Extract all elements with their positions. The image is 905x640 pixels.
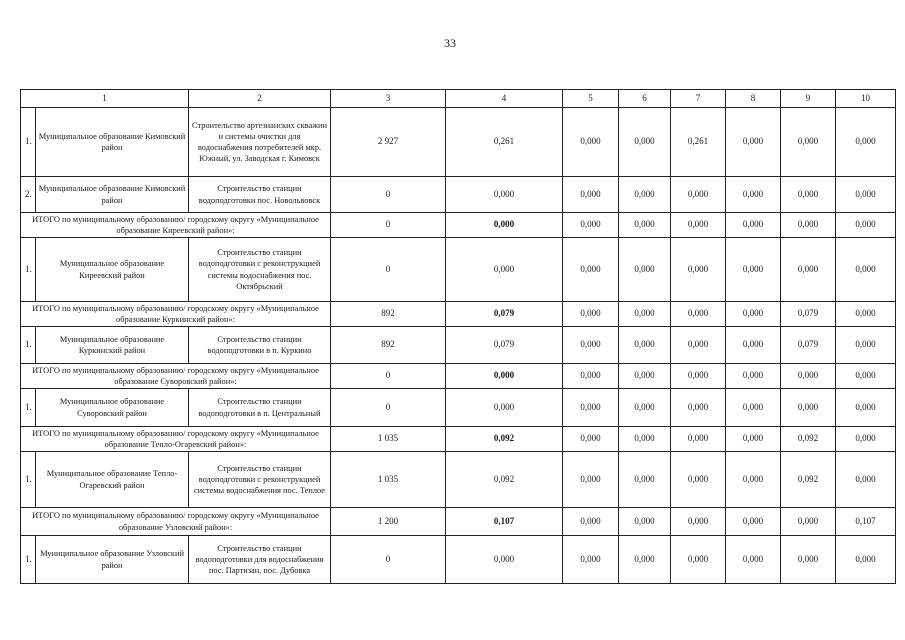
row-index: 1. xyxy=(21,238,36,302)
value-cell-9: 0,000 xyxy=(781,238,836,302)
value-cell-4: 0,079 xyxy=(446,327,563,364)
project-cell: Строительство станции водоподготовки пос. Новольвовск xyxy=(189,177,331,213)
table-row xyxy=(21,536,896,584)
value-cell-6: 0,000 xyxy=(619,108,671,177)
value-cell-6: 0,000 xyxy=(619,213,671,238)
value-cell-10: 0,000 xyxy=(836,108,896,177)
value-cell-7: 0,000 xyxy=(671,213,726,238)
value-cell-3: 2 927 xyxy=(331,108,446,177)
value-cell-4: 0,000 xyxy=(446,213,563,238)
value-cell-8: 0,000 xyxy=(726,238,781,302)
value-cell-10: 0,000 xyxy=(836,327,896,364)
row-index: 1. xyxy=(21,327,36,364)
value-cell-10: 0,000 xyxy=(836,213,896,238)
value-cell-7: 0,261 xyxy=(671,108,726,177)
header-cell: 8 xyxy=(726,90,781,108)
value-cell-4: 0,092 xyxy=(446,452,563,508)
value-cell-9: 0,000 xyxy=(781,108,836,177)
value-cell-5: 0,000 xyxy=(563,327,619,364)
value-cell-9: 0,079 xyxy=(781,327,836,364)
value-cell-9: 0,092 xyxy=(781,427,836,452)
value-cell-9: 0,000 xyxy=(781,364,836,389)
municipality-cell: Муниципальное образование Тепло-Огаревский район xyxy=(36,452,189,508)
value-cell-3: 0 xyxy=(331,536,446,584)
total-row xyxy=(21,364,896,389)
value-cell-5: 0,000 xyxy=(563,213,619,238)
row-index: 1. xyxy=(21,389,36,427)
value-cell-5: 0,000 xyxy=(563,508,619,536)
value-cell-5: 0,000 xyxy=(563,452,619,508)
header-cell: 9 xyxy=(781,90,836,108)
funding-table xyxy=(20,89,896,584)
table-row xyxy=(21,327,896,364)
value-cell-10: 0,000 xyxy=(836,302,896,327)
value-cell-3: 1 200 xyxy=(331,508,446,536)
value-cell-3: 892 xyxy=(331,327,446,364)
value-cell-7: 0,000 xyxy=(671,427,726,452)
value-cell-6: 0,000 xyxy=(619,327,671,364)
value-cell-5: 0,000 xyxy=(563,238,619,302)
header-cell: 3 xyxy=(331,90,446,108)
value-cell-3: 0 xyxy=(331,389,446,427)
value-cell-10: 0,000 xyxy=(836,238,896,302)
value-cell-8: 0,000 xyxy=(726,108,781,177)
municipality-cell: Муниципальное образование Киреевский район xyxy=(36,238,189,302)
value-cell-10: 0,000 xyxy=(836,177,896,213)
value-cell-9: 0,000 xyxy=(781,213,836,238)
value-cell-8: 0,000 xyxy=(726,536,781,584)
value-cell-7: 0,000 xyxy=(671,389,726,427)
project-cell: Строительство станции водоподготовки с реконструкцией системы водоснабжения пос. Октябрьский xyxy=(189,238,331,302)
total-row xyxy=(21,427,896,452)
total-row xyxy=(21,302,896,327)
value-cell-4: 0,000 xyxy=(446,536,563,584)
value-cell-4: 0,261 xyxy=(446,108,563,177)
value-cell-6: 0,000 xyxy=(619,389,671,427)
project-cell: Строительство артезианских скважин и системы очистки для водоснабжения потребителей мкр. Южный, ул. Заводская г. Кимовск xyxy=(189,108,331,177)
value-cell-3: 0 xyxy=(331,364,446,389)
value-cell-3: 892 xyxy=(331,302,446,327)
value-cell-5: 0,000 xyxy=(563,389,619,427)
total-label: ИТОГО по муниципальному образованию/ городскому округу «Муниципальное образование Куркинский район»: xyxy=(21,302,331,327)
total-label: ИТОГО по муниципальному образованию/ городскому округу «Муниципальное образование Узловский район»: xyxy=(21,508,331,536)
value-cell-6: 0,000 xyxy=(619,177,671,213)
value-cell-7: 0,000 xyxy=(671,452,726,508)
page-number: 33 xyxy=(444,36,456,50)
header-cell: 1 xyxy=(21,90,189,108)
value-cell-3: 1 035 xyxy=(331,452,446,508)
value-cell-3: 0 xyxy=(331,238,446,302)
row-index: 2. xyxy=(21,177,36,213)
value-cell-8: 0,000 xyxy=(726,452,781,508)
project-cell: Строительство станции водоподготовки в п. Центральный xyxy=(189,389,331,427)
municipality-cell: Муниципальное образование Суворовский район xyxy=(36,389,189,427)
value-cell-8: 0,000 xyxy=(726,177,781,213)
value-cell-8: 0,000 xyxy=(726,213,781,238)
table-row xyxy=(21,108,896,177)
total-label: ИТОГО по муниципальному образованию/ городскому округу «Муниципальное образование Киреевский район»: xyxy=(21,213,331,238)
project-cell: Строительство станции водоподготовки в п. Куркино xyxy=(189,327,331,364)
value-cell-7: 0,000 xyxy=(671,238,726,302)
value-cell-7: 0,000 xyxy=(671,177,726,213)
row-index: 1. xyxy=(21,108,36,177)
value-cell-5: 0,000 xyxy=(563,427,619,452)
value-cell-10: 0,000 xyxy=(836,536,896,584)
value-cell-7: 0,000 xyxy=(671,327,726,364)
value-cell-5: 0,000 xyxy=(563,364,619,389)
total-label: ИТОГО по муниципальному образованию/ городскому округу «Муниципальное образование Тепло-Огаревский район»: xyxy=(21,427,331,452)
value-cell-7: 0,000 xyxy=(671,302,726,327)
header-row xyxy=(21,90,896,108)
value-cell-10: 0,000 xyxy=(836,452,896,508)
value-cell-9: 0,000 xyxy=(781,508,836,536)
municipality-cell: Муниципальное образование Кимовский район xyxy=(36,177,189,213)
value-cell-5: 0,000 xyxy=(563,536,619,584)
value-cell-9: 0,079 xyxy=(781,302,836,327)
value-cell-10: 0,107 xyxy=(836,508,896,536)
value-cell-9: 0,000 xyxy=(781,389,836,427)
value-cell-6: 0,000 xyxy=(619,508,671,536)
table-row xyxy=(21,452,896,508)
value-cell-6: 0,000 xyxy=(619,536,671,584)
value-cell-8: 0,000 xyxy=(726,364,781,389)
total-row xyxy=(21,508,896,536)
value-cell-5: 0,000 xyxy=(563,302,619,327)
header-cell: 4 xyxy=(446,90,563,108)
value-cell-5: 0,000 xyxy=(563,177,619,213)
header-cell: 2 xyxy=(189,90,331,108)
value-cell-3: 0 xyxy=(331,177,446,213)
value-cell-10: 0,000 xyxy=(836,427,896,452)
table-body xyxy=(21,90,896,584)
value-cell-8: 0,000 xyxy=(726,327,781,364)
table-row xyxy=(21,177,896,213)
value-cell-7: 0,000 xyxy=(671,364,726,389)
project-cell: Строительство станции водоподготовки для водоснабжения пос. Партизан, пос. Дубовка xyxy=(189,536,331,584)
value-cell-8: 0,000 xyxy=(726,427,781,452)
row-index: 1. xyxy=(21,452,36,508)
value-cell-4: 0,000 xyxy=(446,389,563,427)
row-index: 1. xyxy=(21,536,36,584)
value-cell-6: 0,000 xyxy=(619,452,671,508)
header-cell: 10 xyxy=(836,90,896,108)
value-cell-4: 0,079 xyxy=(446,302,563,327)
value-cell-6: 0,000 xyxy=(619,302,671,327)
value-cell-6: 0,000 xyxy=(619,238,671,302)
value-cell-5: 0,000 xyxy=(563,108,619,177)
value-cell-6: 0,000 xyxy=(619,427,671,452)
municipality-cell: Муниципальное образование Кимовский район xyxy=(36,108,189,177)
value-cell-3: 1 035 xyxy=(331,427,446,452)
value-cell-9: 0,000 xyxy=(781,177,836,213)
value-cell-8: 0,000 xyxy=(726,389,781,427)
value-cell-9: 0,000 xyxy=(781,536,836,584)
value-cell-4: 0,107 xyxy=(446,508,563,536)
value-cell-4: 0,000 xyxy=(446,364,563,389)
header-cell: 7 xyxy=(671,90,726,108)
value-cell-4: 0,092 xyxy=(446,427,563,452)
value-cell-8: 0,000 xyxy=(726,508,781,536)
header-cell: 6 xyxy=(619,90,671,108)
value-cell-4: 0,000 xyxy=(446,238,563,302)
value-cell-7: 0,000 xyxy=(671,536,726,584)
value-cell-3: 0 xyxy=(331,213,446,238)
value-cell-10: 0,000 xyxy=(836,364,896,389)
value-cell-8: 0,000 xyxy=(726,302,781,327)
header-cell: 5 xyxy=(563,90,619,108)
municipality-cell: Муниципальное образование Куркинский район xyxy=(36,327,189,364)
municipality-cell: Муниципальное образование Узловский район xyxy=(36,536,189,584)
value-cell-9: 0,092 xyxy=(781,452,836,508)
total-row xyxy=(21,213,896,238)
value-cell-10: 0,000 xyxy=(836,389,896,427)
project-cell: Строительство станции водоподготовки с реконструкцией системы водоснабжения пос. Теплое xyxy=(189,452,331,508)
value-cell-7: 0,000 xyxy=(671,508,726,536)
table-row xyxy=(21,238,896,302)
value-cell-4: 0,000 xyxy=(446,177,563,213)
total-label: ИТОГО по муниципальному образованию/ городскому округу «Муниципальное образование Суворовский район»: xyxy=(21,364,331,389)
value-cell-6: 0,000 xyxy=(619,364,671,389)
table-row xyxy=(21,389,896,427)
